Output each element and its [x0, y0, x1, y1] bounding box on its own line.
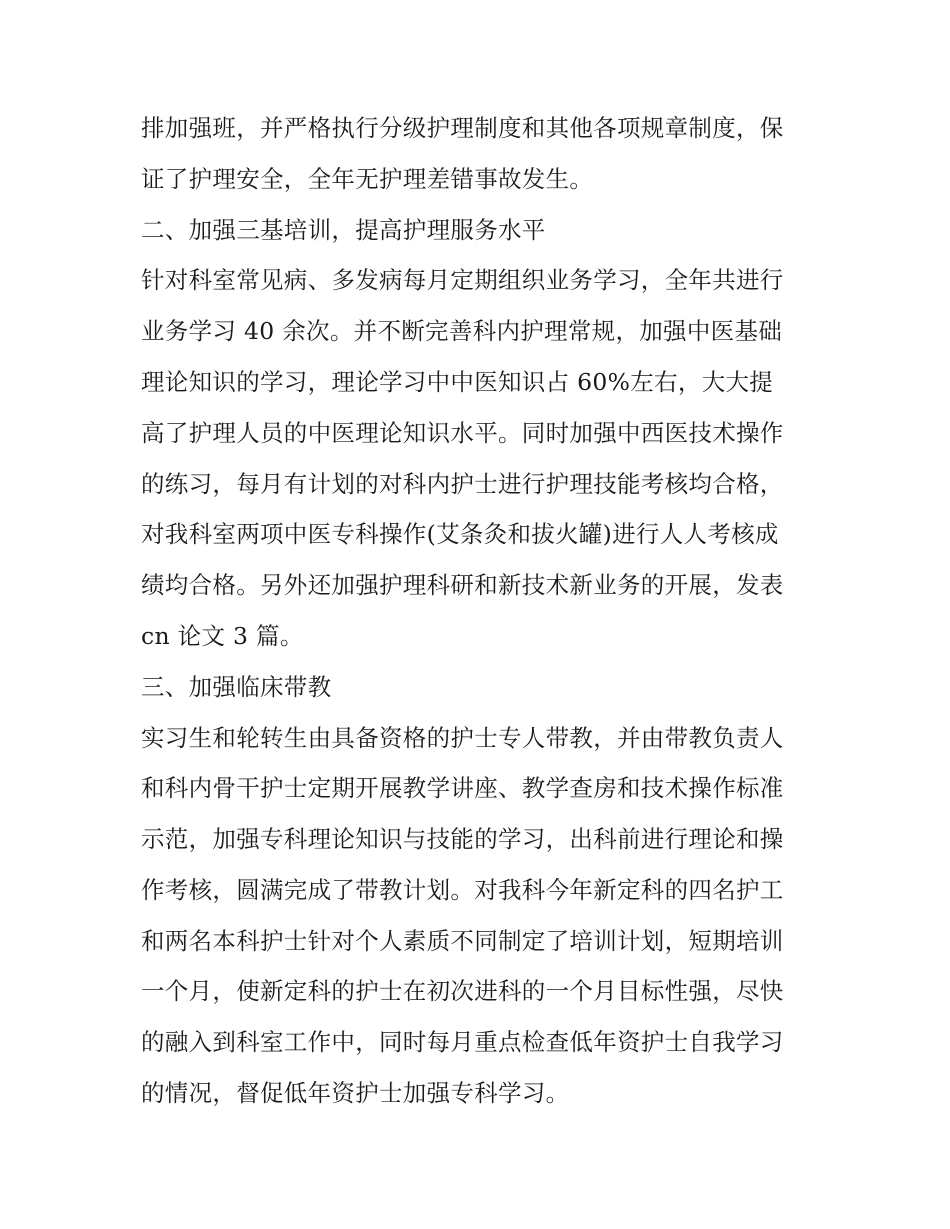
text-line: cn 论文 3 篇。	[141, 622, 304, 650]
text-line: 示范，加强专科理论知识与技能的学习，出科前进行理论和操	[141, 825, 784, 853]
section-heading: 二、加强三基培训，提高护理服务水平	[141, 216, 546, 244]
text-line: 和科内骨干护士定期开展教学讲座、教学查房和技术操作标准	[141, 774, 784, 802]
text-line: 高了护理人员的中医理论知识水平。同时加强中西医技术操作	[141, 419, 784, 447]
text-line: 排加强班，并严格执行分级护理制度和其他各项规章制度，保	[141, 114, 784, 142]
text-line: 作考核，圆满完成了带教计划。对我科今年新定科的四名护工	[141, 876, 784, 904]
text-line: 和两名本科护士针对个人素质不同制定了培训计划，短期培训	[141, 927, 784, 955]
text-line: 实习生和轮转生由具备资格的护士专人带教，并由带教负责人	[141, 724, 784, 752]
text-line: 理论知识的学习，理论学习中中医知识占 60%左右，大大提	[141, 368, 774, 396]
text-line: 一个月，使新定科的护士在初次进科的一个月目标性强，尽快	[141, 977, 784, 1005]
text-line: 证了护理安全，全年无护理差错事故发生。	[141, 165, 594, 193]
section-heading: 三、加强临床带教	[141, 673, 332, 701]
text-line: 对我科室两项中医专科操作(艾条灸和拔火罐)进行人人考核成	[141, 520, 779, 548]
text-line: 的情况，督促低年资护士加强专科学习。	[141, 1079, 570, 1107]
text-line: 的练习，每月有计划的对科内护士进行护理技能考核均合格，	[141, 470, 784, 498]
text-line: 针对科室常见病、多发病每月定期组织业务学习，全年共进行	[141, 266, 784, 294]
text-line: 的融入到科室工作中，同时每月重点检查低年资护士自我学习	[141, 1028, 784, 1056]
text-line: 绩均合格。另外还加强护理科研和新技术新业务的开展，发表	[141, 571, 784, 599]
text-line: 业务学习 40 余次。并不断完善科内护理常规，加强中医基础	[141, 317, 783, 345]
